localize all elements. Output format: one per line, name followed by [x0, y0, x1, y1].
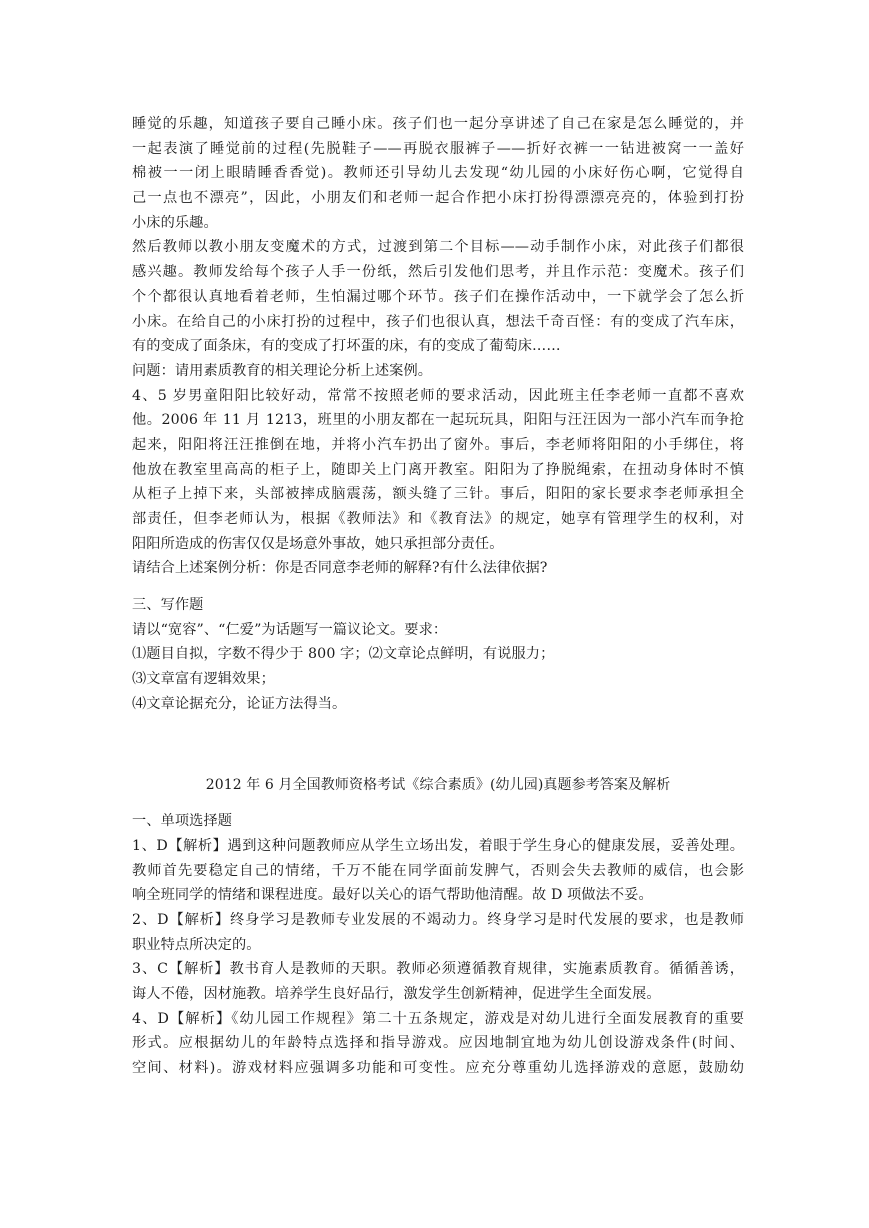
text-line: ⑷文章论据充分，论证方法得当。	[132, 695, 347, 712]
spacer	[132, 797, 744, 809]
text-line: 他放在教室里高高的柜子上，随即关上门离开教室。阳阳为了挣脱绳索，在扭动身体时不慎	[132, 461, 744, 478]
text-line: 感兴趣。教师发给每个孩子人手一份纸，然后引发他们思考，并且作示范：变魔术。孩子们	[132, 264, 744, 281]
text-line: 有的变成了面条床，有的变成了打坏蛋的床，有的变成了葡萄床……	[132, 338, 561, 355]
text-line: 个个都很认真地看着老师，生怕漏过哪个环节。孩子们在操作活动中，一下就学会了怎么折	[132, 288, 744, 305]
text-line: 形式。应根据幼儿的年龄特点选择和指导游戏。应因地制宜地为幼儿创设游戏条件(时间、	[132, 1035, 744, 1052]
text-line: 空间、材料)。游戏材料应强调多功能和可变性。应充分尊重幼儿选择游戏的意愿，鼓励幼	[132, 1060, 744, 1077]
question-line: 请结合上述案例分析：你是否同意李老师的解释?有什么法律依据?	[132, 560, 548, 577]
text-line: 职业特点所决定的。	[132, 936, 261, 953]
text-line: 请以“宽容”、“仁爱”为话题写一篇议论文。要求：	[132, 621, 448, 638]
text-line: 1、D【解析】遇到这种问题教师应从学生立场出发，着眼于学生身心的健康发展，妥善处理。	[132, 837, 744, 854]
text-line: 一起表演了睡觉前的过程(先脱鞋子——再脱衣服裤子——折好衣裤一一钻进被窝一一盖好	[132, 140, 744, 157]
text-line: 3、C【解析】教书育人是教师的天职。教师必须遵循教育规律，实施素质教育。循循善诱，	[132, 961, 744, 978]
text-line: 诲人不倦，因材施教。培养学生良好品行，激发学生创新精神，促进学生全面发展。	[132, 986, 661, 1002]
spacer	[132, 717, 744, 773]
text-line: 响全班同学的情绪和课程进度。最好以关心的语气帮助他清醒。故 D 项做法不妥。	[132, 887, 653, 904]
case-3-text	[132, 112, 744, 384]
text-line: 部责任，但李老师认为，根据《教师法》和《教育法》的规定，她享有管理学生的权利，对	[132, 511, 744, 527]
section-heading: 一、单项选择题	[132, 813, 233, 830]
text-line: 小床。在给自己的小床打扮的过程中，孩子们也很认真，想法千奇百怪：有的变成了汽车床，	[132, 313, 744, 330]
text-line: 棉被一一闭上眼睛睡香香觉)。教师还引导幼儿去发现“幼儿园的小床好伤心啊，它觉得自	[132, 165, 744, 182]
writing-section	[132, 593, 744, 716]
text-line: 4、5 岁男童阳阳比较好动，常常不按照老师的要求活动，因此班主任李老师一直都不喜欢	[132, 387, 744, 404]
case-4-text	[132, 384, 744, 582]
text-line: 4、D【解析】《幼儿园工作规程》第二十五条规定，游戏是对幼儿进行全面发展教育的重要	[132, 1010, 744, 1027]
text-line: 阳阳所造成的伤害仅仅是场意外事故，她只承担部分责任。	[132, 535, 504, 552]
question-line: 问题：请用素质教育的相关理论分析上述案例。	[132, 362, 433, 379]
text-line: ⑴题目自拟，字数不得少于 800 字；⑵文章论点鲜明，有说服力；	[132, 646, 555, 663]
answers-section	[132, 773, 744, 1081]
answers-title: 2012 年 6 月全国教师资格考试《综合素质》(幼儿园)真题参考答案及解析	[205, 776, 671, 793]
text-line: 小床的乐趣。	[132, 214, 218, 231]
text-line: 他。2006 年 11 月 1213，班里的小朋友都在一起玩玩具，阳阳与汪汪因为一部小汽车而争抢	[132, 412, 744, 429]
spacer	[132, 581, 744, 593]
text-line: ⑶文章富有逻辑效果；	[132, 671, 275, 688]
text-line: 教师首先要稳定自己的情绪，千万不能在同学面前发脾气，否则会失去教师的威信，也会影	[132, 862, 744, 879]
text-line: 睡觉的乐趣，知道孩子要自己睡小床。孩子们也一起分享讲述了自己在家是怎么睡觉的，并	[132, 116, 744, 132]
text-line: 己一点也不漂亮”，因此，小朋友们和老师一起合作把小床打扮得漂漂亮亮的，体验到打扮	[132, 190, 744, 207]
text-line: 然后教师以教小朋友变魔术的方式，过渡到第二个目标——动手制作小床，对此孩子们都很	[132, 239, 744, 256]
text-line: 起来，阳阳将汪汪推倒在地，并将小汽车扔出了窗外。事后，李老师将阳阳的小手绑住，将	[132, 436, 744, 453]
section-heading: 三、写作题	[132, 597, 204, 614]
document-page	[132, 112, 744, 1081]
text-line: 2、D【解析】终身学习是教师专业发展的不竭动力。终身学习是时代发展的要求，也是教师	[132, 911, 744, 928]
text-line: 从柜子上掉下来，头部被摔成脑震荡，额头缝了三针。事后，阳阳的家长要求李老师承担全	[132, 486, 744, 503]
